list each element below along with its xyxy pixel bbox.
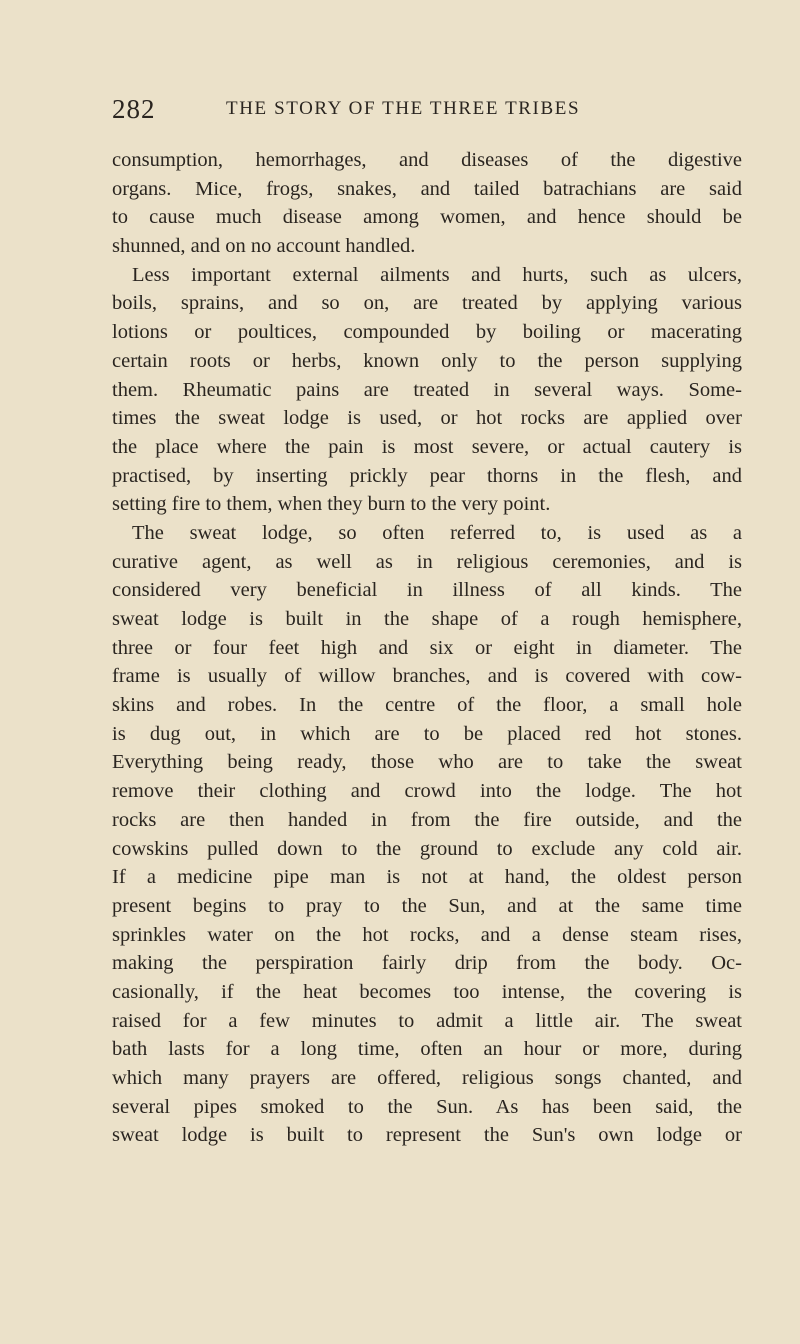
text-line: rocks are then handed in from the fire outside, and the — [112, 808, 742, 831]
text-line: times the sweat lodge is used, or hot rocks are applied over — [112, 407, 742, 430]
text-line: sweat lodge is built in the shape of a rough hemisphere, — [112, 608, 742, 630]
text-line: consumption, hemorrhages, and diseases of the digestive — [112, 149, 742, 171]
text-line: lotions or poultices, compounded by boiling or macerating — [112, 321, 742, 344]
text-line: The sweat lodge, so often referred to, is used as a — [132, 521, 742, 544]
running-title: THE STORY OF THE THREE TRIBES — [226, 98, 581, 119]
text-line: present begins to pray to the Sun, and at the same time — [112, 894, 742, 917]
text-line: frame is usually of willow branches, and is covered with cow- — [112, 665, 742, 688]
text-line: sprinkles water on the hot rocks, and a dense steam rises, — [112, 923, 742, 946]
text-line: Everything being ready, those who are to take the sweat — [112, 751, 742, 774]
text-line: bath lasts for a long time, often an hour or more, during — [112, 1038, 742, 1061]
text-line: Less important external ailments and hurts, such as ulcers, — [132, 263, 742, 286]
body-text — [112, 146, 742, 1150]
text-line: skins and robes. In the centre of the floor, a small hole — [112, 694, 742, 717]
running-head — [112, 94, 712, 128]
text-line: boils, sprains, and so on, are treated by applying various — [112, 292, 742, 315]
text-line: setting fire to them, when they burn to the very point. — [112, 493, 551, 516]
text-line: which many prayers are offered, religious songs chanted, and — [112, 1067, 742, 1089]
text-line: to cause much disease among women, and hence should be — [112, 206, 742, 229]
text-line: practised, by inserting prickly pear thorns in the flesh, and — [112, 464, 742, 487]
text-line: curative agent, as well as in religious ceremonies, and is — [112, 550, 742, 573]
text-line: organs. Mice, frogs, snakes, and tailed batrachians are said — [112, 177, 742, 200]
text-line: three or four feet high and six or eight in diameter. The — [112, 636, 742, 659]
text-line: remove their clothing and crowd into the lodge. The hot — [112, 780, 742, 803]
text-line: If a medicine pipe man is not at hand, the oldest person — [112, 866, 742, 889]
text-line: certain roots or herbs, known only to the person supplying — [112, 349, 742, 372]
text-line: sweat lodge is built to represent the Sun's own lodge or — [112, 1124, 742, 1147]
text-line: is dug out, in which are to be placed red hot stones. — [112, 722, 742, 745]
text-line: making the perspiration fairly drip from the body. Oc- — [112, 952, 742, 975]
text-line: them. Rheumatic pains are treated in several ways. Some- — [112, 378, 742, 401]
text-line: shunned, and on no account handled. — [112, 235, 416, 258]
page-number: 282 — [112, 94, 156, 124]
text-line: raised for a few minutes to admit a little air. The sweat — [112, 1009, 742, 1032]
text-line: several pipes smoked to the Sun. As has been said, the — [112, 1095, 742, 1118]
text-line: cowskins pulled down to the ground to exclude any cold air. — [112, 837, 742, 860]
text-line: the place where the pain is most severe, or actual cautery is — [112, 435, 742, 458]
text-line: considered very beneficial in illness of all kinds. The — [112, 579, 742, 602]
text-line: casionally, if the heat becomes too intense, the covering is — [112, 980, 742, 1003]
